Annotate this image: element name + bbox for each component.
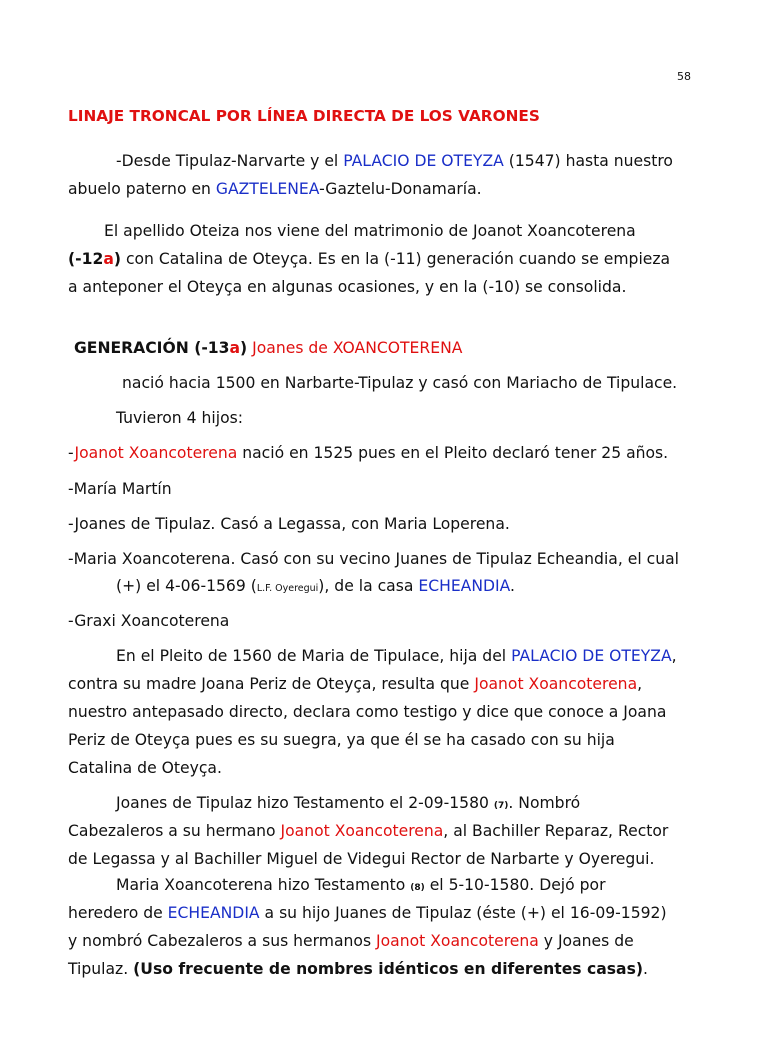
testamento2-line-1: Maria Xoancoterena hizo Testamento (8) el 5-10-1580. Dejó por bbox=[116, 876, 606, 894]
hijo-5: -Graxi Xoancoterena bbox=[68, 612, 230, 630]
generacion-heading: GENERACIÓN (-13a) Joanes de XOANCOTERENA bbox=[74, 339, 463, 357]
pleito-line-3: nuestro antepasado directo, declara como testigo y dice que conoce a Joana bbox=[68, 703, 667, 721]
testamento1-line-3: de Legassa y al Bachiller Miguel de Videgui Rector de Narbarte y Oyeregui. bbox=[68, 850, 655, 868]
hijo-2: -María Martín bbox=[68, 480, 172, 498]
pleito-line-1: En el Pleito de 1560 de Maria de Tipulace, hija del PALACIO DE OTEYZA, bbox=[116, 647, 677, 665]
testamento1-line-2: Cabezaleros a su hermano Joanot Xoancoterena, al Bachiller Reparaz, Rector bbox=[68, 822, 669, 840]
hijo-1: -Joanot Xoancoterena nació en 1525 pues en el Pleito declaró tener 25 años. bbox=[68, 444, 669, 462]
generacion-line-2: Tuvieron 4 hijos: bbox=[116, 409, 243, 427]
pleito-line-5: Catalina de Oteyça. bbox=[68, 759, 222, 777]
generacion-line-1: nació hacia 1500 en Narbarte-Tipulaz y casó con Mariacho de Tipulace. bbox=[122, 374, 678, 392]
apellido-line-3: a anteponer el Oteyça en algunas ocasiones, y en la (-10) se consolida. bbox=[68, 278, 627, 296]
hijo-4: -Maria Xoancoterena. Casó con su vecino Juanes de Tipulaz Echeandia, el cual bbox=[68, 550, 679, 568]
testamento1-line-1: Joanes de Tipulaz hizo Testamento el 2-09-1580 (7). Nombró bbox=[116, 794, 581, 812]
pleito-line-4: Periz de Oteyça pues es su suegra, ya que él se ha casado con su hija bbox=[68, 731, 615, 749]
intro-line-2: abuelo paterno en GAZTELENEA-Gaztelu-Donamaría. bbox=[68, 180, 482, 198]
testamento2-line-2: heredero de ECHEANDIA a su hijo Juanes de Tipulaz (éste (+) el 16-09-1592) bbox=[68, 904, 667, 922]
pleito-line-2: contra su madre Joana Periz de Oteyça, resulta que Joanot Xoancoterena, bbox=[68, 675, 643, 693]
page-number: 58 bbox=[677, 70, 691, 83]
apellido-line-2: (-12a) con Catalina de Oteyça. Es en la (-11) generación cuando se empieza bbox=[68, 250, 671, 268]
testamento2-line-4: Tipulaz. (Uso frecuente de nombres idénticos en diferentes casas). bbox=[68, 960, 648, 978]
gaztelenea-link: GAZTELENEA bbox=[215, 180, 320, 198]
hijo-3: -Joanes de Tipulaz. Casó a Legassa, con Maria Loperena. bbox=[68, 515, 510, 533]
palacio-oteyza-link: PALACIO DE OTEYZA bbox=[343, 152, 504, 170]
apellido-line-1: El apellido Oteiza nos viene del matrimonio de Joanot Xoancoterena bbox=[104, 222, 636, 240]
section-title: LINAJE TRONCAL POR LÍNEA DIRECTA DE LOS VARONES bbox=[68, 107, 540, 125]
testamento2-line-3: y nombró Cabezaleros a sus hermanos Joanot Xoancoterena y Joanes de bbox=[68, 932, 634, 950]
intro-line-1: -Desde Tipulaz-Narvarte y el PALACIO DE OTEYZA (1547) hasta nuestro bbox=[116, 152, 673, 170]
hijo-4-cont: (+) el 4-06-1569 (L.F. Oyeregui), de la casa ECHEANDIA. bbox=[116, 577, 515, 595]
